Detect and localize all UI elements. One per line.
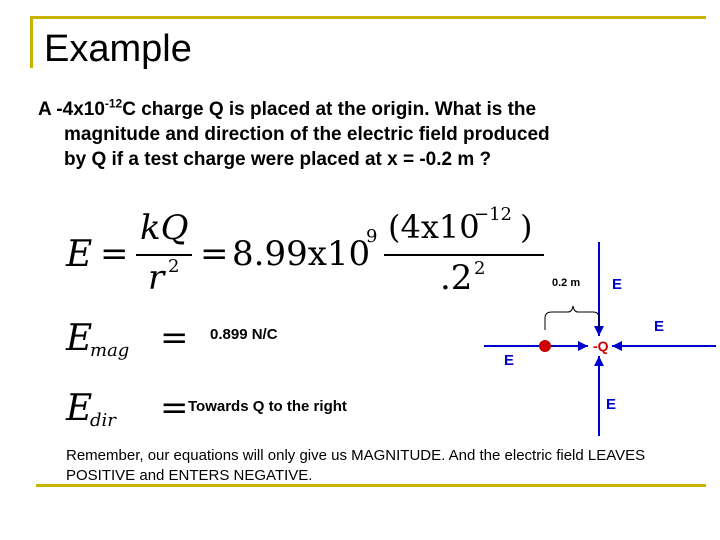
field-label-left: E	[504, 352, 515, 369]
emag-equation: E mag =	[66, 318, 189, 361]
arrow-left-icon	[612, 341, 622, 351]
arrow-right-icon	[578, 341, 588, 351]
edir-equation: E dir =	[66, 388, 189, 431]
magnitude-answer: 0.899 N/C	[210, 326, 278, 343]
note-text: Remember, our equations will only give us MAGNITUDE. And the electric field LEAVES POSITIVE and ENTERS NEGATIVE.	[66, 447, 646, 484]
distance-brace	[545, 306, 599, 330]
field-label-right: E	[654, 318, 665, 335]
charge-label: -Q	[593, 338, 609, 354]
direction-answer: Towards Q to the right	[188, 398, 347, 415]
distance-label: 0.2 m	[552, 277, 581, 289]
question-line1: A $-4x10^{-12}C$ charge Q is placed at the origin. What is the	[38, 97, 537, 121]
question-line2: magnitude and direction of the electric field produced	[64, 124, 550, 146]
slide-title: Example	[44, 28, 192, 70]
main-equation: E = kQ r 2 = 8.99x10 9 (4x10 −12 ) .2 2	[66, 204, 566, 304]
arrow-up-icon	[594, 356, 604, 366]
test-point	[539, 340, 551, 352]
field-label-bottom: E	[606, 396, 617, 413]
question-line3: by Q if a test charge were placed at x = -0.2 m ?	[64, 149, 492, 171]
field-label-top: E	[612, 276, 623, 293]
